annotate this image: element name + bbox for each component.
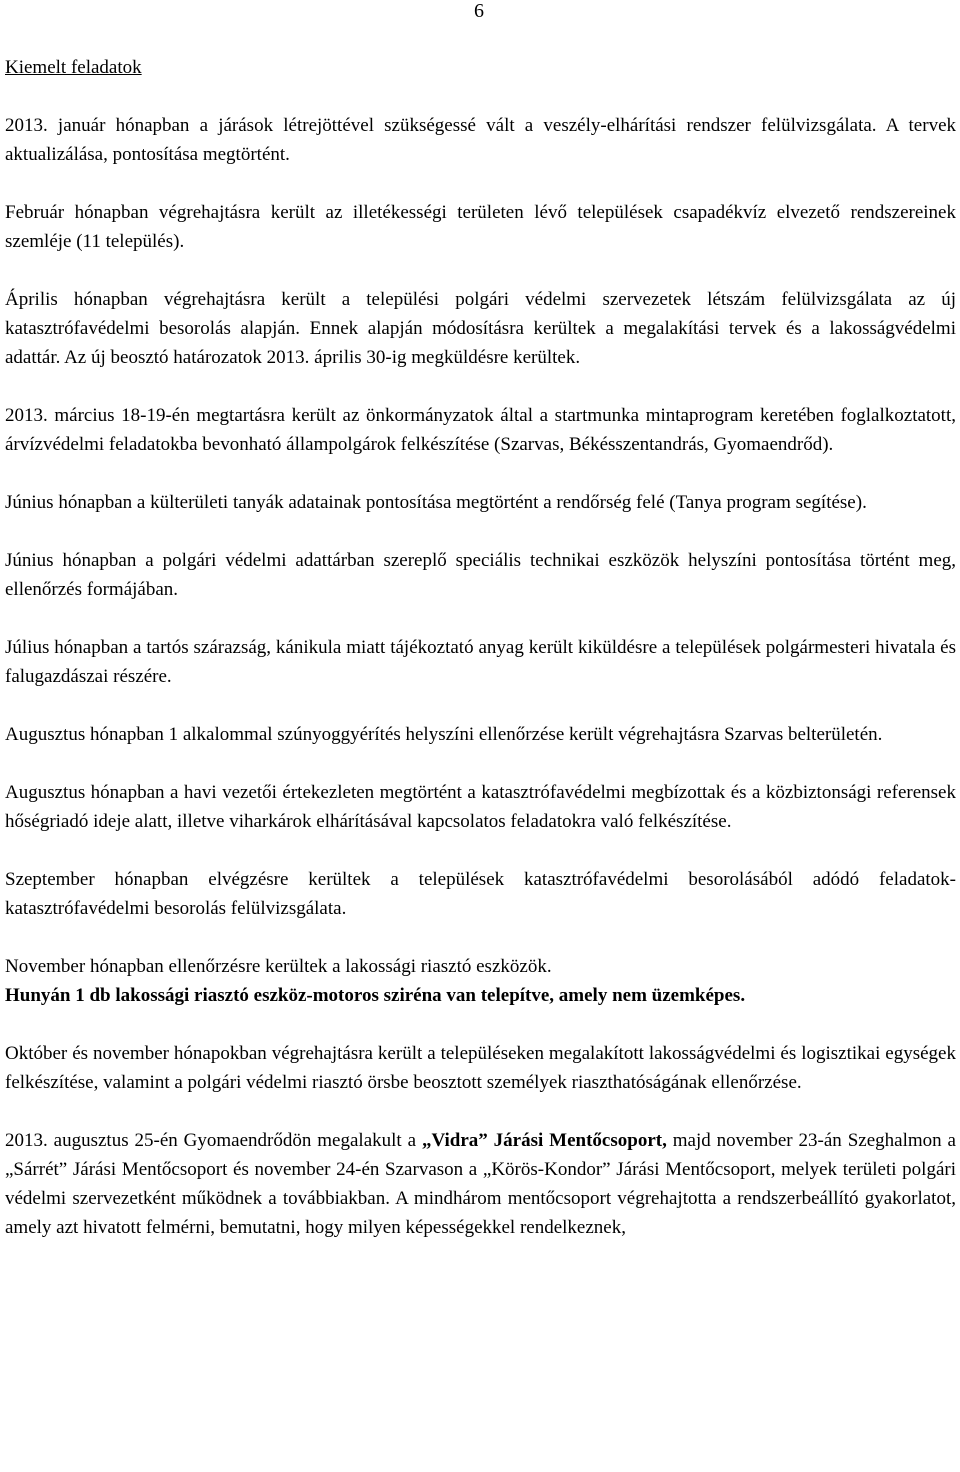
paragraph-1: 2013. január hónapban a járások létrejöttével szükségessé vált a veszély-elhárítási rendszer felülvizsgálata. A tervek aktualizálása, pontosítása megtörtént.	[5, 115, 956, 165]
paragraph-14-text-2: majd november 23-án Szeghalmon a „Sárrét” Járási Mentőcsoport és november 24-én Szarvason a „Körös-Kondor” Járási Mentőcsoport, melyek területi polgári védelmi szervezetként működnek a továbbiakban. A mindhárom mentőcsoport végrehajtotta a rendszerbeállító gyakorlatot, amely azt hivatott felmérni, bemutatni, hogy milyen képességekkel rendelkeznek,	[5, 1130, 956, 1238]
paragraph-8: Augusztus hónapban 1 alkalommal szúnyoggyérítés helyszíni ellenőrzése került végrehajtásra Szarvas belterületén.	[5, 724, 883, 745]
paragraph-12-bold	[5, 981, 956, 1010]
paragraph-2: Február hónapban végrehajtásra került az illetékességi területen lévő települések csapadékvíz elvezető rendszereinek szemléje (11 település).	[5, 202, 956, 252]
paragraph-5: Június hónapban a külterületi tanyák adatainak pontosítása megtörtént a rendőrség felé (Tanya program segítése).	[5, 492, 867, 513]
paragraph-7: Július hónapban a tartós szárazság, kánikula miatt tájékoztató anyag került kiküldésre a települések polgármesteri hivatala és falugazdászai részére.	[5, 637, 956, 687]
paragraph-10: Szeptember hónapban elvégzésre kerültek a települések katasztrófavédelmi besorolásából adódó feladatok-katasztrófavédelmi besorolás felülvizsgálata.	[5, 869, 956, 919]
section-heading: Kiemelt feladatok	[5, 57, 142, 78]
paragraph-13: Október és november hónapokban végrehajtásra került a településeken megalakított lakosságvédelmi és logisztikai egységek felkészítése, valamint a polgári védelmi riasztó örsbe beosztott személyek riaszthatóságának ellenőrzése.	[5, 1043, 956, 1093]
paragraph-9: Augusztus hónapban a havi vezetői értekezleten megtörtént a katasztrófavédelmi megbízottak és a közbiztonsági referensek hőségriadó ideje alatt, illetve viharkárok elhárításával kapcsolatos feladatokra való felkészítése.	[5, 782, 956, 832]
document-body	[5, 53, 956, 1271]
paragraph-6: Június hónapban a polgári védelmi adattárban szereplő speciális technikai eszközök helyszíni pontosítása történt meg, ellenőrzés formájában.	[5, 550, 956, 600]
paragraph-11: November hónapban ellenőrzésre kerültek a lakossági riasztó eszközök.	[5, 956, 552, 977]
paragraph-14-bold: „Vidra” Járási Mentőcsoport,	[421, 1130, 667, 1151]
paragraph-4: 2013. március 18-19-én megtartásra került az önkormányzatok által a startmunka mintaprogram keretében foglalkoztatott, árvízvédelmi feladatokba bevonható állampolgárok felkészítése (Szarvas, Békésszentandrás, Gyomaendrőd).	[5, 405, 956, 455]
paragraph-3: Április hónapban végrehajtásra került a települési polgári védelmi szervezetek létszám felülvizsgálata az új katasztrófavédelmi besorolás alapján. Ennek alapján módosításra kerültek a megalakítási tervek és a lakosságvédelmi adattár. Az új beosztó határozatok 2013. április 30-ig megküldésre kerültek.	[5, 289, 956, 368]
paragraph-14	[5, 1126, 956, 1242]
bold-notice: Hunyán 1 db lakossági riasztó eszköz-motoros sziréna van telepítve, amely nem üzemképes.	[5, 985, 746, 1006]
paragraph-14-text-1: 2013. augusztus 25-én Gyomaendrődön megalakult a	[5, 1130, 422, 1151]
page-number: 6	[474, 0, 484, 22]
